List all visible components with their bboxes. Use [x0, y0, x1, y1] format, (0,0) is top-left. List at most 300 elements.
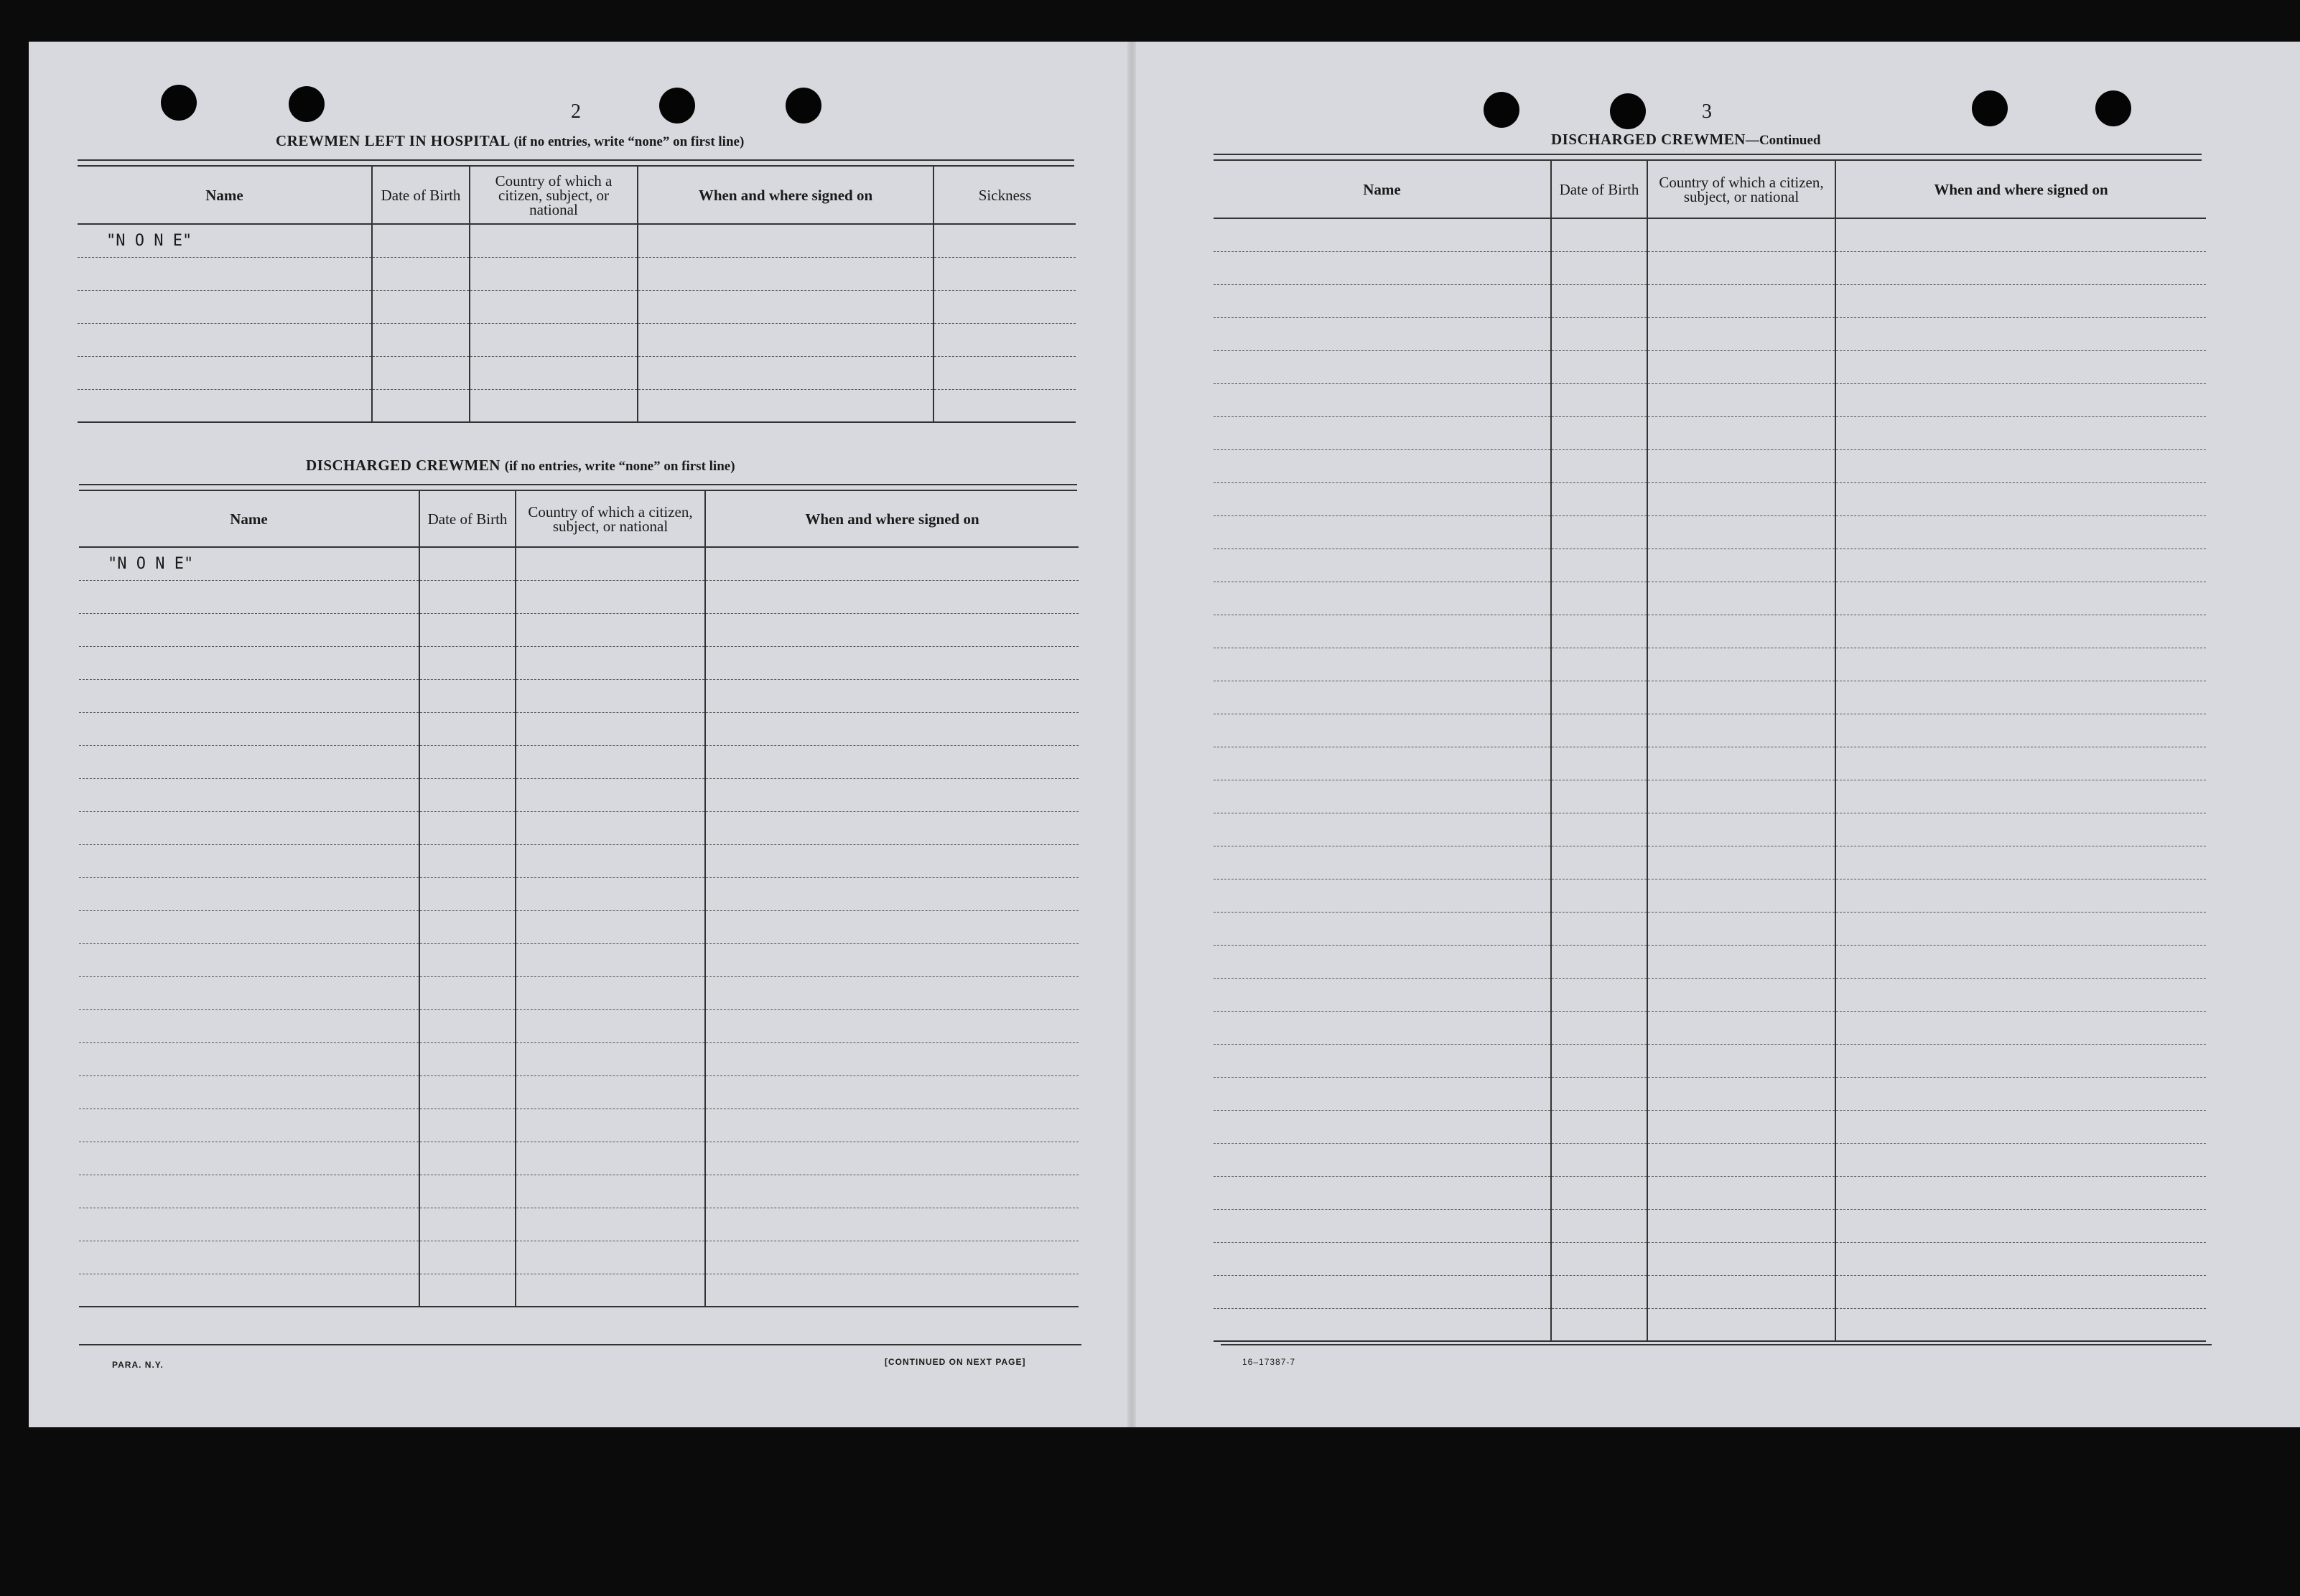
name-cell: [78, 389, 372, 422]
name-cell: [79, 712, 419, 745]
name-cell: [79, 1274, 419, 1307]
col-header-sickness: Sickness: [933, 167, 1076, 224]
blank-cell: [1551, 416, 1647, 449]
table-row: [1214, 416, 2206, 449]
blank-cell: [1551, 1110, 1647, 1143]
table-row: [79, 844, 1079, 877]
name-cell: [1214, 648, 1551, 681]
name-cell: [79, 580, 419, 613]
table-row: [1214, 218, 2206, 251]
blank-cell: [1551, 1209, 1647, 1242]
punch-hole: [786, 88, 821, 123]
blank-cell: [1647, 615, 1835, 648]
double-rule: [78, 159, 1074, 167]
blank-cell: [516, 910, 705, 943]
blank-cell: [419, 613, 516, 646]
blank-cell: [1551, 251, 1647, 284]
blank-cell: [1551, 1308, 1647, 1341]
blank-cell: [705, 943, 1079, 976]
table-row: [1214, 978, 2206, 1011]
table-row: [79, 1109, 1079, 1142]
name-cell: [78, 290, 372, 323]
blank-cell: [1835, 681, 2206, 714]
blank-cell: [1551, 218, 1647, 251]
name-cell: [1214, 945, 1551, 978]
name-cell: [1214, 846, 1551, 879]
blank-cell: [419, 679, 516, 712]
name-cell: [79, 1241, 419, 1274]
name-cell: [1214, 1077, 1551, 1110]
table-row: [79, 1241, 1079, 1274]
blank-cell: [1647, 813, 1835, 846]
table-row: [79, 613, 1079, 646]
blank-cell: [705, 580, 1079, 613]
blank-cell: [1647, 1275, 1835, 1308]
name-cell: [1214, 482, 1551, 515]
name-cell: [79, 877, 419, 910]
table-row: [1214, 1011, 2206, 1044]
table-row: [1214, 1209, 2206, 1242]
blank-cell: [1551, 482, 1647, 515]
form-number: 16–17387-7: [1242, 1357, 1296, 1367]
page-number: 3: [1702, 101, 1712, 123]
discharged-note: (if no entries, write “none” on first line): [504, 459, 735, 474]
name-cell: [1214, 1110, 1551, 1143]
blank-cell: [372, 389, 470, 422]
table-row: [79, 910, 1079, 943]
printer-imprint: PARA. N.Y.: [112, 1360, 164, 1370]
punch-hole: [659, 88, 695, 123]
punch-hole: [1610, 93, 1646, 129]
table-row: [1214, 482, 2206, 515]
name-cell: [1214, 317, 1551, 350]
blank-cell: [638, 224, 933, 257]
blank-cell: [1551, 1011, 1647, 1044]
blank-cell: [1647, 648, 1835, 681]
blank-cell: [516, 613, 705, 646]
blank-cell: [1835, 1209, 2206, 1242]
table-row: [1214, 1242, 2206, 1275]
table-row: [79, 976, 1079, 1009]
blank-cell: [419, 1042, 516, 1075]
table-row: [1214, 1110, 2206, 1143]
blank-cell: [419, 1075, 516, 1109]
blank-cell: [705, 778, 1079, 811]
name-cell: [79, 1175, 419, 1208]
blank-cell: [1647, 284, 1835, 317]
blank-cell: [470, 224, 638, 257]
blank-cell: [1647, 780, 1835, 813]
blank-cell: [1647, 1011, 1835, 1044]
blank-cell: [1835, 780, 2206, 813]
double-rule: [1214, 154, 2202, 161]
blank-cell: [705, 745, 1079, 778]
table-row: [79, 778, 1079, 811]
name-cell: [1214, 1209, 1551, 1242]
blank-cell: [705, 1274, 1079, 1307]
name-cell: [1214, 1044, 1551, 1077]
name-cell: [1214, 681, 1551, 714]
blank-cell: [1647, 978, 1835, 1011]
table-row: [1214, 912, 2206, 945]
table-row: [1214, 1275, 2206, 1308]
continued-note: [CONTINUED ON NEXT PAGE]: [885, 1357, 1026, 1367]
table-row: [79, 877, 1079, 910]
blank-cell: [1835, 449, 2206, 482]
blank-cell: [419, 910, 516, 943]
name-cell: [79, 1208, 419, 1241]
table-row: [1214, 1308, 2206, 1341]
table-row: [1214, 449, 2206, 482]
page-gutter: [1127, 42, 1136, 1427]
blank-cell: [1835, 945, 2206, 978]
blank-cell: [516, 1109, 705, 1142]
blank-cell: [1835, 1308, 2206, 1341]
blank-cell: [1647, 383, 1835, 416]
table-row: [1214, 582, 2206, 615]
table-row: [78, 389, 1076, 422]
blank-cell: [705, 1208, 1079, 1241]
page-number: 2: [571, 101, 581, 123]
section-title-discharged: [306, 457, 735, 475]
discharged-continued-title: DISCHARGED CREWMEN: [1551, 131, 1746, 148]
blank-cell: [1647, 846, 1835, 879]
blank-cell: [638, 356, 933, 389]
name-cell: [1214, 284, 1551, 317]
blank-cell: [470, 356, 638, 389]
blank-cell: [1551, 879, 1647, 912]
table-row: [79, 811, 1079, 844]
blank-cell: [516, 712, 705, 745]
table-row: [79, 646, 1079, 679]
punch-hole: [2095, 90, 2131, 126]
table-row: [78, 356, 1076, 389]
blank-cell: [1835, 1242, 2206, 1275]
blank-cell: [419, 745, 516, 778]
blank-cell: [1551, 284, 1647, 317]
blank-cell: [933, 290, 1076, 323]
blank-cell: [1551, 582, 1647, 615]
name-cell: [1214, 218, 1551, 251]
name-cell: [78, 323, 372, 356]
blank-cell: [516, 547, 705, 580]
blank-cell: [1647, 317, 1835, 350]
blank-cell: [516, 1009, 705, 1042]
blank-cell: [1647, 549, 1835, 582]
name-cell: [1214, 912, 1551, 945]
blank-cell: [1551, 383, 1647, 416]
bottom-rule: [1221, 1344, 2212, 1348]
blank-cell: [1647, 515, 1835, 549]
table-row: [1214, 515, 2206, 549]
table-row: [1214, 1143, 2206, 1176]
table-row: [1214, 615, 2206, 648]
blank-cell: [1835, 482, 2206, 515]
blank-cell: [1551, 1077, 1647, 1110]
blank-cell: [1551, 1176, 1647, 1209]
blank-cell: [516, 778, 705, 811]
blank-cell: [1551, 317, 1647, 350]
blank-cell: [1647, 912, 1835, 945]
blank-cell: [1835, 846, 2206, 879]
blank-cell: [1835, 582, 2206, 615]
table-row: [79, 1175, 1079, 1208]
blank-cell: [1835, 1110, 2206, 1143]
table-row: [1214, 813, 2206, 846]
table-row: [1214, 350, 2206, 383]
blank-cell: [470, 323, 638, 356]
blank-cell: [1835, 879, 2206, 912]
blank-cell: [1647, 482, 1835, 515]
blank-cell: [1835, 1044, 2206, 1077]
blank-cell: [705, 613, 1079, 646]
blank-cell: [516, 1175, 705, 1208]
table-row: [79, 1009, 1079, 1042]
col-header-date-of-birth: Date of Birth: [1551, 161, 1647, 218]
blank-cell: [1835, 1011, 2206, 1044]
blank-cell: [1647, 1308, 1835, 1341]
blank-cell: [419, 811, 516, 844]
blank-cell: [419, 1241, 516, 1274]
name-cell: [1214, 515, 1551, 549]
blank-cell: [933, 356, 1076, 389]
punch-hole: [161, 85, 197, 121]
name-cell: [79, 613, 419, 646]
name-cell: [1214, 615, 1551, 648]
name-cell: [79, 1109, 419, 1142]
name-cell: [79, 745, 419, 778]
name-cell: [79, 1042, 419, 1075]
table-row: [1214, 945, 2206, 978]
col-header-name: Name: [79, 491, 419, 547]
name-cell: [79, 679, 419, 712]
name-cell: [79, 976, 419, 1009]
blank-cell: [419, 646, 516, 679]
blank-cell: [1835, 350, 2206, 383]
table-row: [78, 257, 1076, 290]
blank-cell: [419, 976, 516, 1009]
blank-cell: [1647, 681, 1835, 714]
col-header-date-of-birth: Date of Birth: [372, 167, 470, 224]
blank-cell: [1551, 714, 1647, 747]
blank-cell: [1551, 945, 1647, 978]
blank-cell: [1835, 978, 2206, 1011]
blank-cell: [1835, 747, 2206, 780]
col-header-date-of-birth: Date of Birth: [419, 491, 516, 547]
blank-cell: [419, 1142, 516, 1175]
blank-cell: [1551, 1275, 1647, 1308]
table-row: [79, 1142, 1079, 1175]
blank-cell: [1551, 1044, 1647, 1077]
blank-cell: [1835, 251, 2206, 284]
table-row: [78, 224, 1076, 257]
blank-cell: [516, 943, 705, 976]
blank-cell: [419, 943, 516, 976]
blank-cell: [1647, 1110, 1835, 1143]
name-cell: [79, 1009, 419, 1042]
blank-cell: [1647, 1143, 1835, 1176]
blank-cell: [638, 290, 933, 323]
table-row: [1214, 714, 2206, 747]
table-row: [1214, 648, 2206, 681]
blank-cell: [705, 976, 1079, 1009]
blank-cell: [372, 323, 470, 356]
blank-cell: [933, 389, 1076, 422]
name-cell: [79, 910, 419, 943]
col-header-signed-on: When and where signed on: [1835, 161, 2206, 218]
name-cell: [79, 778, 419, 811]
punch-hole: [289, 86, 325, 122]
blank-cell: [516, 1142, 705, 1175]
name-cell: [79, 1075, 419, 1109]
col-header-signed-on: When and where signed on: [638, 167, 933, 224]
name-cell: [1214, 549, 1551, 582]
blank-cell: [516, 976, 705, 1009]
blank-cell: [1647, 251, 1835, 284]
col-header-name: Name: [1214, 161, 1551, 218]
blank-cell: [516, 1042, 705, 1075]
table-row: [79, 1274, 1079, 1307]
blank-cell: [1551, 615, 1647, 648]
blank-cell: [1647, 1077, 1835, 1110]
name-cell: [78, 356, 372, 389]
blank-cell: [705, 877, 1079, 910]
blank-cell: [419, 547, 516, 580]
blank-cell: [705, 1241, 1079, 1274]
blank-cell: [1551, 978, 1647, 1011]
name-cell: [1214, 1275, 1551, 1308]
table-row: [79, 547, 1079, 580]
hospital-title: CREWMEN LEFT IN HOSPITAL: [276, 132, 510, 149]
blank-cell: [372, 224, 470, 257]
blank-cell: [419, 844, 516, 877]
name-cell: [1214, 879, 1551, 912]
name-cell: [1214, 350, 1551, 383]
name-cell: [1214, 582, 1551, 615]
blank-cell: [705, 679, 1079, 712]
blank-cell: [419, 712, 516, 745]
blank-cell: [638, 389, 933, 422]
discharged-title: DISCHARGED CREWMEN: [306, 457, 500, 474]
blank-cell: [1647, 582, 1835, 615]
blank-cell: [1551, 1143, 1647, 1176]
name-cell: [1214, 251, 1551, 284]
blank-cell: [470, 290, 638, 323]
name-cell: [1214, 416, 1551, 449]
blank-cell: [470, 257, 638, 290]
blank-cell: [372, 290, 470, 323]
blank-cell: [638, 257, 933, 290]
blank-cell: [1835, 383, 2206, 416]
blank-cell: [1835, 317, 2206, 350]
blank-cell: [1551, 681, 1647, 714]
name-cell: [1214, 1143, 1551, 1176]
table-row: [79, 745, 1079, 778]
bottom-rule: [79, 1344, 1081, 1348]
table-row: [1214, 251, 2206, 284]
blank-cell: [705, 844, 1079, 877]
blank-cell: [1647, 879, 1835, 912]
blank-cell: [1647, 1176, 1835, 1209]
blank-cell: [419, 1009, 516, 1042]
blank-cell: [1551, 780, 1647, 813]
punch-hole: [1484, 92, 1519, 128]
blank-cell: [1647, 1209, 1835, 1242]
name-cell: [1214, 1308, 1551, 1341]
blank-cell: [1835, 1275, 2206, 1308]
blank-cell: [1647, 1044, 1835, 1077]
blank-cell: [516, 679, 705, 712]
name-cell: [1214, 383, 1551, 416]
name-cell: [1214, 747, 1551, 780]
name-cell: [79, 844, 419, 877]
blank-cell: [1551, 515, 1647, 549]
blank-cell: [516, 1241, 705, 1274]
col-header-country: Country of which a citizen, subject, or national: [516, 491, 705, 547]
blank-cell: [516, 1208, 705, 1241]
table-row: [79, 580, 1079, 613]
name-cell: [1214, 714, 1551, 747]
name-cell: [78, 257, 372, 290]
blank-cell: [419, 580, 516, 613]
blank-cell: [516, 745, 705, 778]
blank-cell: [933, 257, 1076, 290]
table-row: [78, 323, 1076, 356]
blank-cell: [419, 778, 516, 811]
blank-cell: [516, 811, 705, 844]
table-row: [1214, 1044, 2206, 1077]
blank-cell: [516, 877, 705, 910]
blank-cell: [1551, 912, 1647, 945]
blank-cell: [1835, 1077, 2206, 1110]
discharged-table: [79, 491, 1079, 1307]
blank-cell: [705, 811, 1079, 844]
blank-cell: [516, 580, 705, 613]
blank-cell: [1647, 747, 1835, 780]
discharged-continued-table: [1214, 161, 2206, 1342]
continued-suffix: —Continued: [1745, 133, 1821, 148]
typed-entry-none: "N O N E": [79, 547, 419, 580]
col-header-country: Country of which a citizen, subject, or national: [470, 167, 638, 224]
table-row: [1214, 846, 2206, 879]
blank-cell: [705, 1109, 1079, 1142]
name-cell: [79, 1142, 419, 1175]
name-cell: [1214, 978, 1551, 1011]
blank-cell: [705, 1042, 1079, 1075]
double-rule: [79, 484, 1077, 491]
blank-cell: [1647, 350, 1835, 383]
blank-cell: [1551, 1242, 1647, 1275]
table-row: [79, 1208, 1079, 1241]
blank-cell: [705, 1142, 1079, 1175]
blank-cell: [705, 712, 1079, 745]
table-row: [79, 712, 1079, 745]
hospital-table: [78, 167, 1076, 423]
table-row: [78, 290, 1076, 323]
blank-cell: [1835, 648, 2206, 681]
blank-cell: [933, 323, 1076, 356]
blank-cell: [1835, 1176, 2206, 1209]
table-row: [79, 1042, 1079, 1075]
blank-cell: [1647, 945, 1835, 978]
blank-cell: [419, 1208, 516, 1241]
blank-cell: [516, 844, 705, 877]
table-row: [1214, 284, 2206, 317]
name-cell: [1214, 1011, 1551, 1044]
blank-cell: [638, 323, 933, 356]
name-cell: [79, 943, 419, 976]
table-row: [1214, 681, 2206, 714]
